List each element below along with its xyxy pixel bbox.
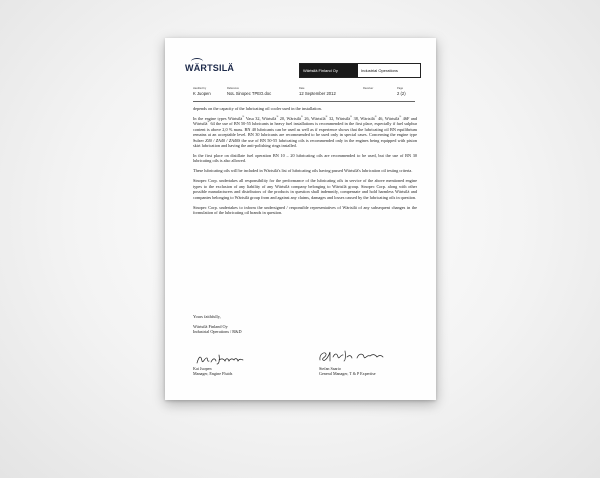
paragraph-formulation-changes: Sinopec Corp. undertakes to inform the undersigned / responsible representatives of Wärtsilä of any subsequent changes in the formulation of the lubricating oil brands in question. (193, 204, 417, 216)
paragraph-responsibility: Sinopec Corp. undertakes all responsibility for the performance of the lubricating oils in service of the above mentioned engine types to the exclusion of any liability of any Wärtsilä company belonging to Wärtsilä group. Sinopec Corp. along with other possible manufacturers and distributors of the products in question shall indemnify, compensate and hold harmless Wärtsilä and companies belonging to Wärtsilä group from and against any claims, damages and losses caused by the lubricating oils in question. (193, 178, 417, 200)
page-number (397, 87, 406, 96)
handled-by-label: Handled by (193, 87, 207, 90)
date (299, 87, 336, 96)
letter-metadata (193, 87, 415, 102)
letter-closing (193, 314, 417, 335)
logo-text: WÄRTSILÄ (185, 63, 235, 73)
handled-by-value: K Juopen (193, 91, 211, 96)
signer-name: Stefan Saario (319, 366, 341, 371)
signer-title: General Manager, T & P Expertise (319, 371, 376, 377)
reference (227, 87, 271, 96)
letterhead-department: Industrial Operations (361, 68, 398, 73)
signature-area (193, 352, 417, 392)
letterhead-company: Wärtsilä Finland Oy (300, 64, 358, 77)
reference-value: NoL Sinopec TPEO.doc (227, 91, 272, 96)
signer-title: Manager, Engine Fluids (193, 371, 233, 377)
signature-juopen (195, 352, 255, 366)
signer-juopen (193, 366, 232, 376)
reference-label: Reference (227, 87, 239, 90)
page-label: Page (397, 87, 404, 90)
handled-by (193, 87, 211, 96)
logo-arc-icon (191, 58, 203, 65)
date-value: 12 September 2012 (299, 91, 336, 96)
page-value: 2 (2) (397, 91, 406, 96)
signer-saario (319, 366, 376, 376)
signer-name: Kai Juopen (193, 366, 212, 371)
letterhead-box (299, 63, 421, 78)
receiver-label: Receiver (363, 87, 374, 90)
paragraph-oil-list: These lubricating oils will be included in Wärtsilä's list of lubricating oils having passed Wärtsilä's lubrication oil testing criteria. (193, 168, 413, 174)
paragraph-capacity: depends on the capacity of the lubricating oil cooler used in the installation. (193, 106, 322, 111)
paragraph-engine-types: In the engine types Wärtsilä® Vasa 32, Wärtsilä® 20, Wärtsilä® 26, Wärtsilä® 32, Wärtsilä® 38, Wärtsilä® 46, Wärtsilä® 46F and Wärtsilä® 64 the use of BN 50-55 lubricants in heavy fuel installations is recommended in the first place, especially if fuel sulphur content is above 2,0 % mass. BN 40 lubricants can be used as well as if experience shows that the lubricating oil BN equilibrium remains at an acceptable level. BN 30 lubricants are recommended to be used only in special cases. Concerning the engine type Sulzer Z40 / ZA40 / ZA40S the use of BN 50-55 lubricating oils is recommended only in the engines being equipped with piston skirt lubrication and having the anti-polishing rings installed. (193, 115, 417, 149)
closing-company: Wärtsilä Finland Oy (193, 324, 228, 329)
signature-saario (317, 348, 397, 364)
letter-page (165, 38, 436, 400)
closing-department: Industrial Operations / R&D (193, 329, 242, 335)
salutation: Yours faithfully, (193, 314, 221, 319)
receiver (363, 87, 373, 91)
paragraph-distillate-fuel: In the first place on distillate fuel operation BN 10 – 20 lubricating oils are recommended to be used, but the use of BN 30 lubricating oils is also allowed. (193, 153, 417, 164)
date-label: Date (299, 87, 305, 90)
wartsila-logo (185, 63, 234, 73)
letter-body (193, 106, 417, 220)
